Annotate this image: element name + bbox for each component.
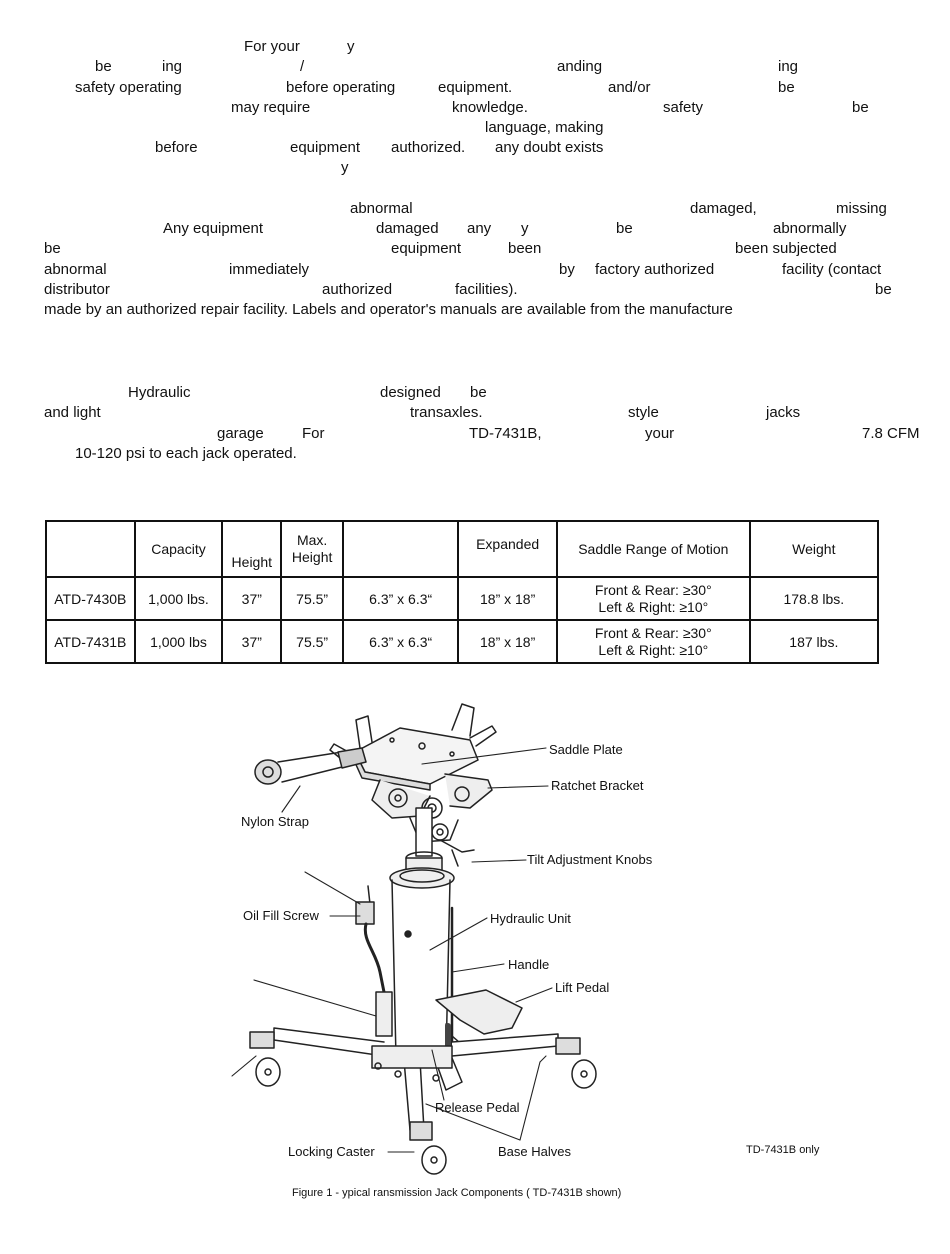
text-fragment: be <box>470 384 487 401</box>
text-fragment: any <box>467 220 492 237</box>
label-base-halves: Base Halves <box>498 1144 571 1159</box>
text-fragment: be <box>852 99 869 116</box>
text-fragment: style <box>628 404 659 421</box>
text-fragment: distributor <box>44 281 110 298</box>
capacity-cell: 1,000 lbs <box>135 620 223 663</box>
text-fragment: authorized. <box>391 139 466 156</box>
motion-cell <box>557 620 750 663</box>
text-fragment: before <box>155 139 198 156</box>
motion-front-rear: Front & Rear: ≥30° <box>594 581 712 598</box>
motion-left-right: Left & Right: ≥10° <box>598 598 709 615</box>
text-fragment: any doubt exists <box>495 139 604 156</box>
table-row <box>46 577 878 620</box>
text-fragment: safety operating <box>75 79 182 96</box>
text-fragment: missing <box>836 200 887 217</box>
column-header <box>46 521 135 577</box>
table-header-row <box>46 521 878 577</box>
column-header: Expanded <box>458 521 557 577</box>
text-fragment: be <box>95 58 112 75</box>
motion-left-right: Left & Right: ≥10° <box>598 641 709 658</box>
text-fragment: ing <box>162 58 183 75</box>
label-locking-caster: Locking Caster <box>288 1144 375 1159</box>
text-fragment: safety <box>663 99 704 116</box>
hydraulic-unit-drawing <box>390 852 454 1058</box>
text-fragment: knowledge. <box>452 99 528 116</box>
model-note: TD-7431B only <box>746 1144 820 1156</box>
text-fragment: Any equipment <box>163 220 264 237</box>
spec-table <box>45 520 879 664</box>
text-fragment: For your <box>244 38 300 55</box>
column-header: Capacity <box>135 521 223 577</box>
jack-illustration <box>0 690 950 1190</box>
weight-cell: 187 lbs. <box>750 620 878 663</box>
text-fragment: / <box>300 58 305 75</box>
expanded-cell: 18” x 18” <box>458 577 557 620</box>
text-fragment: and light <box>44 404 101 421</box>
figure-caption: Figure 1 - ypical ransmission Jack Components ( TD-7431B shown) <box>292 1187 622 1199</box>
column-header: Saddle Range of Motion <box>557 521 750 577</box>
text-fragment: authorized <box>322 281 393 298</box>
saddle-cell: 6.3” x 6.3“ <box>343 620 458 663</box>
label-release-pedal: Release Pedal <box>435 1100 520 1115</box>
text-fragment: y <box>341 159 349 176</box>
column-header <box>343 521 458 577</box>
max-height-cell: 75.5” <box>281 620 343 663</box>
text-fragment: abnormal <box>350 200 413 217</box>
label-tilt-knobs: Tilt Adjustment Knobs <box>527 852 653 867</box>
height-cell: 37” <box>222 620 281 663</box>
capacity-cell: 1,000 lbs. <box>135 577 223 620</box>
text-fragment: transaxles. <box>410 404 483 421</box>
expanded-cell: 18” x 18” <box>458 620 557 663</box>
text-fragment: and/or <box>608 79 651 96</box>
text-fragment: equipment <box>290 139 361 156</box>
label-handle: Handle <box>508 957 550 972</box>
text-fragment: be <box>616 220 633 237</box>
motion-front-rear: Front & Rear: ≥30° <box>594 624 712 641</box>
text-fragment: made by an authorized repair facility. Labels and operator's manuals are available from the manufacture <box>44 301 733 318</box>
nylon-strap-drawing <box>255 748 366 784</box>
text-fragment: equipment <box>391 240 462 257</box>
text-fragment: factory authorized <box>595 261 715 278</box>
height-cell: 37” <box>222 577 281 620</box>
text-fragment: 10-120 psi to each jack operated. <box>75 445 297 462</box>
text-fragment: facility (contact <box>782 261 882 278</box>
text-fragment: y <box>347 38 355 55</box>
column-header: Max. Height <box>281 521 343 577</box>
text-fragment: designed <box>380 384 441 401</box>
model-cell: ATD-7430B <box>46 577 135 620</box>
text-fragment: be <box>778 79 795 96</box>
text-fragment: Hydraulic <box>128 384 191 401</box>
weight-cell: 178.8 lbs. <box>750 577 878 620</box>
text-fragment: before operating <box>286 79 396 96</box>
text-fragment: may require <box>231 99 311 116</box>
text-fragment: your <box>645 425 675 442</box>
text-fragment: facilities). <box>455 281 518 298</box>
text-fragment: For <box>302 425 325 442</box>
max-height-cell: 75.5” <box>281 577 343 620</box>
column-header: Weight <box>750 521 878 577</box>
text-fragment: garage <box>217 425 264 442</box>
text-fragment: ing <box>778 58 799 75</box>
column-header: Height <box>222 521 281 577</box>
text-fragment: abnormal <box>44 261 107 278</box>
text-fragment: immediately <box>229 261 310 278</box>
label-saddle-plate: Saddle Plate <box>549 742 623 757</box>
motion-cell <box>557 577 750 620</box>
text-fragment: TD-7431B, <box>469 425 542 442</box>
text-fragment: be <box>875 281 892 298</box>
text-fragment: anding <box>557 58 603 75</box>
table-row <box>46 620 878 663</box>
model-cell: ATD-7431B <box>46 620 135 663</box>
text-fragment: y <box>521 220 529 237</box>
text-fragment: abnormally <box>773 220 847 237</box>
oil-fill-drawing <box>356 886 392 1036</box>
label-oil-fill-screw: Oil Fill Screw <box>243 908 319 923</box>
text-fragment: by <box>559 261 575 278</box>
label-hydraulic-unit: Hydraulic Unit <box>490 911 571 926</box>
text-fragment: jacks <box>766 404 801 421</box>
text-fragment: damaged, <box>690 200 757 217</box>
label-lift-pedal: Lift Pedal <box>555 980 610 995</box>
text-fragment: been <box>508 240 542 257</box>
text-fragment: equipment. <box>438 79 513 96</box>
text-fragment: been subjected <box>735 240 837 257</box>
label-ratchet-bracket: Ratchet Bracket <box>551 778 644 793</box>
text-fragment: damaged <box>376 220 439 237</box>
saddle-cell: 6.3” x 6.3“ <box>343 577 458 620</box>
text-fragment: language, making <box>485 119 604 136</box>
label-nylon-strap: Nylon Strap <box>241 814 309 829</box>
text-fragment: be <box>44 240 61 257</box>
text-fragment: 7.8 CFM <box>862 425 920 442</box>
